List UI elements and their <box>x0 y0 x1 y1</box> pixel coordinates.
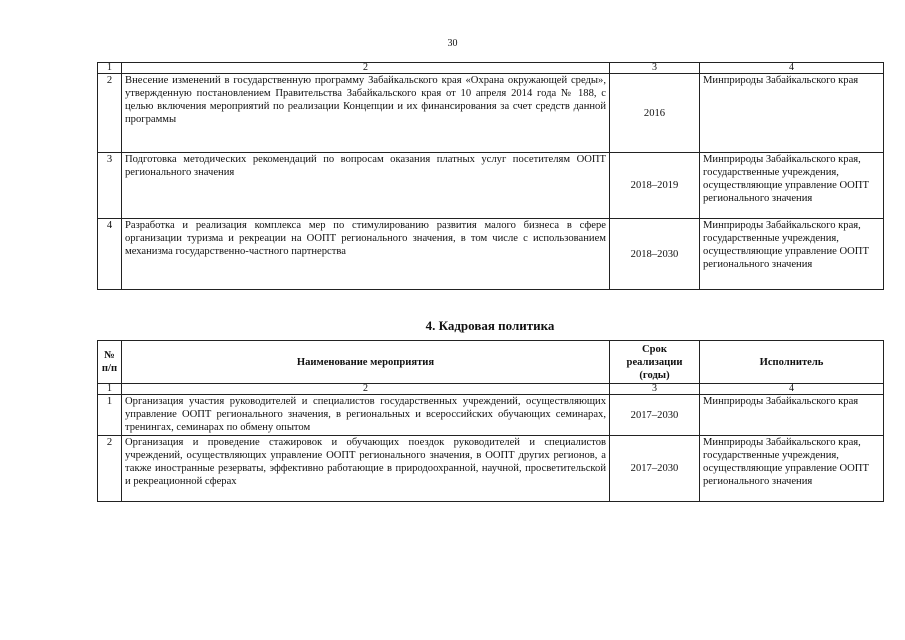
measure-name: Подготовка методических рекомендаций по вопросам оказания платных услуг посетителям ООПТ регионального значения <box>122 153 610 219</box>
row-number: 4 <box>98 219 122 290</box>
table-row <box>98 395 884 436</box>
page-number: 30 <box>447 38 458 49</box>
measure-executor: Минприроды Забайкальского края, государственные учреждения, осуществляющие управление ООПТ регионального значения <box>700 153 884 219</box>
column-number: 3 <box>610 63 700 74</box>
measure-executor: Минприроды Забайкальского края <box>700 395 884 436</box>
table-row <box>98 436 884 502</box>
header-term: Срок реализации (годы) <box>610 341 700 384</box>
header-executor: Исполнитель <box>700 341 884 384</box>
table-row <box>98 74 884 153</box>
section-title: 4. Кадровая политика <box>425 318 555 333</box>
measure-executor: Минприроды Забайкальского края <box>700 74 884 153</box>
column-number: 2 <box>122 63 610 74</box>
column-number: 1 <box>98 384 122 395</box>
measure-term: 2016 <box>610 74 700 153</box>
table-header-row <box>98 341 884 384</box>
measure-name: Разработка и реализация комплекса мер по стимулированию развития малого бизнеса в сфере организации туризма и рекреации на ООПТ регионального значения, в том числе с использованием механизма государственно-частного партнерства <box>122 219 610 290</box>
measure-name: Организация и проведение стажировок и обучающих поездок руководителей и специалистов учреждений, осуществляющих управление ООПТ регионального значения, в ООПТ других регионов, а также иностранные резерваты, эффективно работающие в природоохранной, научной, просветительской и рекреационной сферах <box>122 436 610 502</box>
column-number: 4 <box>700 384 884 395</box>
column-number-row <box>98 63 884 74</box>
row-number: 1 <box>98 395 122 436</box>
column-number-row <box>98 384 884 395</box>
row-number: 2 <box>98 436 122 502</box>
measure-term: 2018–2030 <box>610 219 700 290</box>
table-row <box>98 153 884 219</box>
measure-name: Внесение изменений в государственную программу Забайкальского края «Охрана окружающей среды», утвержденную постановлением Правительства Забайкальского края от 10 апреля 2014 года № 188, с целью включения мероприятий по реализации Концепции и их финансирования за счет средств данной программы <box>122 74 610 153</box>
column-number: 4 <box>700 63 884 74</box>
column-number: 3 <box>610 384 700 395</box>
table-row <box>98 219 884 290</box>
header-number: № п/п <box>98 341 122 384</box>
measures-table-continued <box>97 62 884 290</box>
header-name: Наименование мероприятия <box>122 341 610 384</box>
measure-term: 2017–2030 <box>610 436 700 502</box>
measure-term: 2018–2019 <box>610 153 700 219</box>
measure-name: Организация участия руководителей и специалистов государственных учреждений, осуществляющих управление ООПТ регионального значения, в региональных и всероссийских обучающих семинарах, тренингах, семинарах по обмену опытом <box>122 395 610 436</box>
row-number: 2 <box>98 74 122 153</box>
measure-executor: Минприроды Забайкальского края, государственные учреждения, осуществляющие управление ООПТ регионального значения <box>700 219 884 290</box>
column-number: 1 <box>98 63 122 74</box>
column-number: 2 <box>122 384 610 395</box>
staff-policy-table <box>97 340 884 502</box>
row-number: 3 <box>98 153 122 219</box>
measure-term: 2017–2030 <box>610 395 700 436</box>
measure-executor: Минприроды Забайкальского края, государственные учреждения, осуществляющие управление ООПТ регионального значения <box>700 436 884 502</box>
